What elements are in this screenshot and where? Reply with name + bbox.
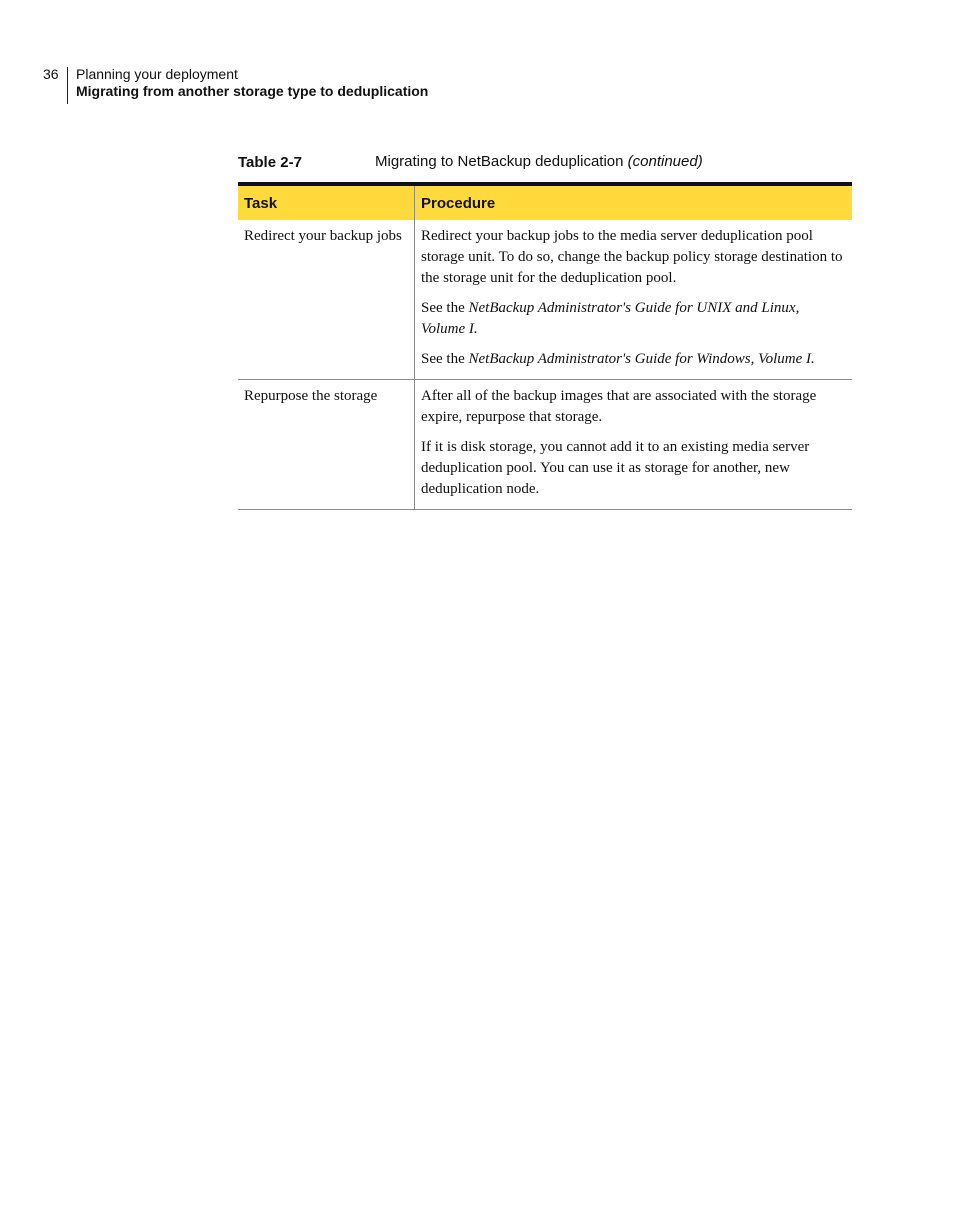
section-title: Migrating from another storage type to deduplication xyxy=(76,83,429,99)
table-title: Migrating to NetBackup deduplication xyxy=(375,153,624,170)
procedure-paragraph: Redirect your backup jobs to the media server deduplication pool storage unit. To do so, change the backup policy storage destination to the storage unit for the deduplication pool. xyxy=(421,228,843,286)
table-row xyxy=(238,220,852,380)
table-header-row xyxy=(238,184,852,220)
task-cell: Repurpose the storage xyxy=(238,380,415,510)
reference-prefix: See the xyxy=(421,351,469,367)
header-titles xyxy=(76,66,428,100)
header-divider xyxy=(67,67,68,104)
guide-reference: NetBackup Administrator's Guide for Windows, Volume I. xyxy=(468,351,815,367)
guide-reference: NetBackup Administrator's Guide for UNIX and Linux, Volume I. xyxy=(421,300,800,337)
table-label: Table 2-7 xyxy=(238,154,302,171)
table-header xyxy=(238,184,852,220)
table-body xyxy=(238,220,852,510)
chapter-title: Planning your deployment xyxy=(76,66,238,82)
procedure-paragraph: After all of the backup images that are associated with the storage expire, repurpose that storage. xyxy=(421,388,817,425)
procedure-paragraph: If it is disk storage, you cannot add it to an existing media server deduplication pool. You can use it as storage for another, new deduplication node. xyxy=(421,439,810,497)
table-row xyxy=(238,380,852,510)
column-header-task: Task xyxy=(238,184,415,220)
procedure-cell xyxy=(415,220,853,380)
column-header-procedure: Procedure xyxy=(415,184,853,220)
table-continued: (continued) xyxy=(627,153,703,170)
migration-table xyxy=(238,182,852,510)
table-title-line xyxy=(375,153,703,171)
procedure-cell xyxy=(415,380,853,510)
reference-prefix: See the xyxy=(421,300,469,316)
procedure-paragraph xyxy=(421,349,847,370)
procedure-paragraph xyxy=(421,298,847,340)
task-cell: Redirect your backup jobs xyxy=(238,220,415,380)
page-number: 36 xyxy=(43,66,59,82)
